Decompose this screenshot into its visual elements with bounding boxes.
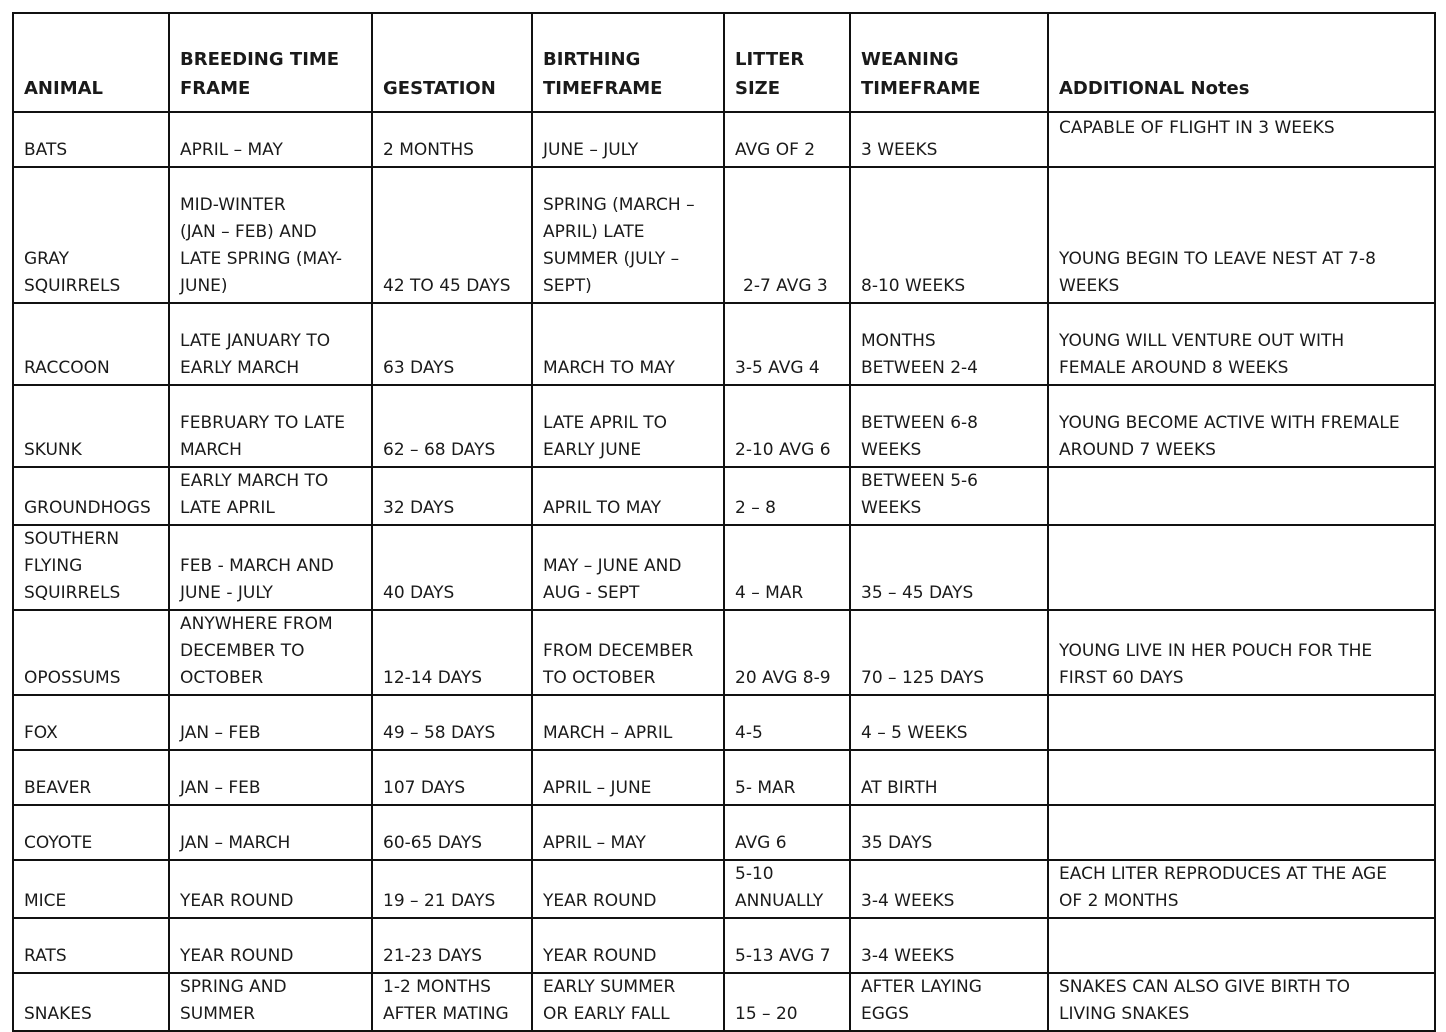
cell-notes (1048, 805, 1435, 860)
cell-litter: 3-5 AVG 4 (724, 303, 850, 385)
cell-birthing: APRIL TO MAY (532, 467, 724, 525)
cell-litter: 5- MAR (724, 750, 850, 805)
cell-birthing: EARLY SUMMER OR EARLY FALL (532, 973, 724, 1031)
cell-litter: 5-10 ANNUALLY (724, 860, 850, 918)
cell-gestation: 42 TO 45 DAYS (372, 167, 532, 303)
table-row (13, 805, 1435, 860)
header-litter-size: LITTER SIZE (724, 13, 850, 112)
cell-litter: 2 – 8 (724, 467, 850, 525)
cell-breeding: YEAR ROUND (169, 860, 372, 918)
table-row (13, 167, 1435, 303)
wildlife-breeding-table (12, 12, 1436, 1032)
table-row (13, 385, 1435, 467)
cell-weaning: 3-4 WEEKS (850, 918, 1048, 973)
cell-notes: YOUNG BECOME ACTIVE WITH FREMALE AROUND 7 WEEKS (1048, 385, 1435, 467)
cell-weaning: AT BIRTH (850, 750, 1048, 805)
cell-gestation: 32 DAYS (372, 467, 532, 525)
cell-birthing: MARCH TO MAY (532, 303, 724, 385)
cell-gestation: 2 MONTHS (372, 112, 532, 167)
header-additional-notes: ADDITIONAL Notes (1048, 13, 1435, 112)
cell-litter: AVG 6 (724, 805, 850, 860)
cell-litter: 2-7 AVG 3 (724, 167, 850, 303)
cell-animal: FOX (13, 695, 169, 750)
cell-weaning: BETWEEN 5-6 WEEKS (850, 467, 1048, 525)
cell-animal: MICE (13, 860, 169, 918)
cell-gestation: 19 – 21 DAYS (372, 860, 532, 918)
cell-birthing: MARCH – APRIL (532, 695, 724, 750)
cell-gestation: 12-14 DAYS (372, 610, 532, 695)
table-row (13, 973, 1435, 1031)
header-gestation: GESTATION (372, 13, 532, 112)
cell-animal: RACCOON (13, 303, 169, 385)
cell-litter: 4-5 (724, 695, 850, 750)
cell-notes (1048, 467, 1435, 525)
header-birthing-timeframe: BIRTHING TIMEFRAME (532, 13, 724, 112)
cell-weaning: 8-10 WEEKS (850, 167, 1048, 303)
table-row (13, 750, 1435, 805)
cell-animal: RATS (13, 918, 169, 973)
cell-animal: BEAVER (13, 750, 169, 805)
cell-animal: COYOTE (13, 805, 169, 860)
cell-notes: YOUNG WILL VENTURE OUT WITH FEMALE AROUND 8 WEEKS (1048, 303, 1435, 385)
cell-breeding: APRIL – MAY (169, 112, 372, 167)
cell-breeding: SPRING AND SUMMER (169, 973, 372, 1031)
cell-animal: SKUNK (13, 385, 169, 467)
cell-gestation: 60-65 DAYS (372, 805, 532, 860)
cell-breeding: MID-WINTER (JAN – FEB) AND LATE SPRING (MAY- JUNE) (169, 167, 372, 303)
cell-breeding: LATE JANUARY TO EARLY MARCH (169, 303, 372, 385)
cell-weaning: BETWEEN 6-8 WEEKS (850, 385, 1048, 467)
cell-litter: 15 – 20 (724, 973, 850, 1031)
cell-notes (1048, 695, 1435, 750)
cell-gestation: 49 – 58 DAYS (372, 695, 532, 750)
cell-breeding: EARLY MARCH TO LATE APRIL (169, 467, 372, 525)
cell-birthing: JUNE – JULY (532, 112, 724, 167)
cell-breeding: FEBRUARY TO LATE MARCH (169, 385, 372, 467)
header-breeding-time-frame: BREEDING TIME FRAME (169, 13, 372, 112)
cell-animal: SNAKES (13, 973, 169, 1031)
cell-litter: 5-13 AVG 7 (724, 918, 850, 973)
cell-animal: BATS (13, 112, 169, 167)
table-row (13, 303, 1435, 385)
table-row (13, 525, 1435, 610)
cell-notes (1048, 750, 1435, 805)
cell-birthing: FROM DECEMBER TO OCTOBER (532, 610, 724, 695)
cell-breeding: YEAR ROUND (169, 918, 372, 973)
cell-litter: 4 – MAR (724, 525, 850, 610)
cell-birthing: YEAR ROUND (532, 918, 724, 973)
cell-weaning: AFTER LAYING EGGS (850, 973, 1048, 1031)
cell-birthing: YEAR ROUND (532, 860, 724, 918)
cell-gestation: 62 – 68 DAYS (372, 385, 532, 467)
table-row (13, 112, 1435, 167)
cell-birthing: SPRING (MARCH – APRIL) LATE SUMMER (JULY – SEPT) (532, 167, 724, 303)
cell-litter: AVG OF 2 (724, 112, 850, 167)
header-row (13, 13, 1435, 112)
cell-birthing: LATE APRIL TO EARLY JUNE (532, 385, 724, 467)
table-row (13, 695, 1435, 750)
cell-breeding: JAN – MARCH (169, 805, 372, 860)
cell-animal: GRAY SQUIRRELS (13, 167, 169, 303)
table-row (13, 918, 1435, 973)
cell-breeding: JAN – FEB (169, 695, 372, 750)
cell-weaning: 3-4 WEEKS (850, 860, 1048, 918)
cell-gestation: 21-23 DAYS (372, 918, 532, 973)
cell-gestation: 63 DAYS (372, 303, 532, 385)
cell-notes (1048, 525, 1435, 610)
table-row (13, 467, 1435, 525)
cell-breeding: FEB - MARCH AND JUNE - JULY (169, 525, 372, 610)
cell-litter: 20 AVG 8-9 (724, 610, 850, 695)
table-row (13, 610, 1435, 695)
cell-breeding: ANYWHERE FROM DECEMBER TO OCTOBER (169, 610, 372, 695)
cell-gestation: 107 DAYS (372, 750, 532, 805)
cell-animal: GROUNDHOGS (13, 467, 169, 525)
cell-notes: YOUNG LIVE IN HER POUCH FOR THE FIRST 60 DAYS (1048, 610, 1435, 695)
cell-animal: SOUTHERN FLYING SQUIRRELS (13, 525, 169, 610)
cell-weaning: 4 – 5 WEEKS (850, 695, 1048, 750)
cell-weaning: 70 – 125 DAYS (850, 610, 1048, 695)
cell-notes: YOUNG BEGIN TO LEAVE NEST AT 7-8 WEEKS (1048, 167, 1435, 303)
cell-notes: SNAKES CAN ALSO GIVE BIRTH TO LIVING SNAKES (1048, 973, 1435, 1031)
cell-birthing: APRIL – JUNE (532, 750, 724, 805)
table-row (13, 860, 1435, 918)
cell-birthing: MAY – JUNE AND AUG - SEPT (532, 525, 724, 610)
header-weaning-timeframe: WEANING TIMEFRAME (850, 13, 1048, 112)
cell-weaning: 3 WEEKS (850, 112, 1048, 167)
header-animal: ANIMAL (13, 13, 169, 112)
cell-gestation: 1-2 MONTHS AFTER MATING (372, 973, 532, 1031)
cell-notes (1048, 918, 1435, 973)
cell-weaning: 35 DAYS (850, 805, 1048, 860)
cell-litter: 2-10 AVG 6 (724, 385, 850, 467)
cell-breeding: JAN – FEB (169, 750, 372, 805)
cell-notes: CAPABLE OF FLIGHT IN 3 WEEKS (1048, 112, 1435, 167)
cell-notes: EACH LITER REPRODUCES AT THE AGE OF 2 MONTHS (1048, 860, 1435, 918)
cell-weaning: 35 – 45 DAYS (850, 525, 1048, 610)
cell-weaning: MONTHS BETWEEN 2-4 (850, 303, 1048, 385)
cell-gestation: 40 DAYS (372, 525, 532, 610)
cell-animal: OPOSSUMS (13, 610, 169, 695)
cell-birthing: APRIL – MAY (532, 805, 724, 860)
